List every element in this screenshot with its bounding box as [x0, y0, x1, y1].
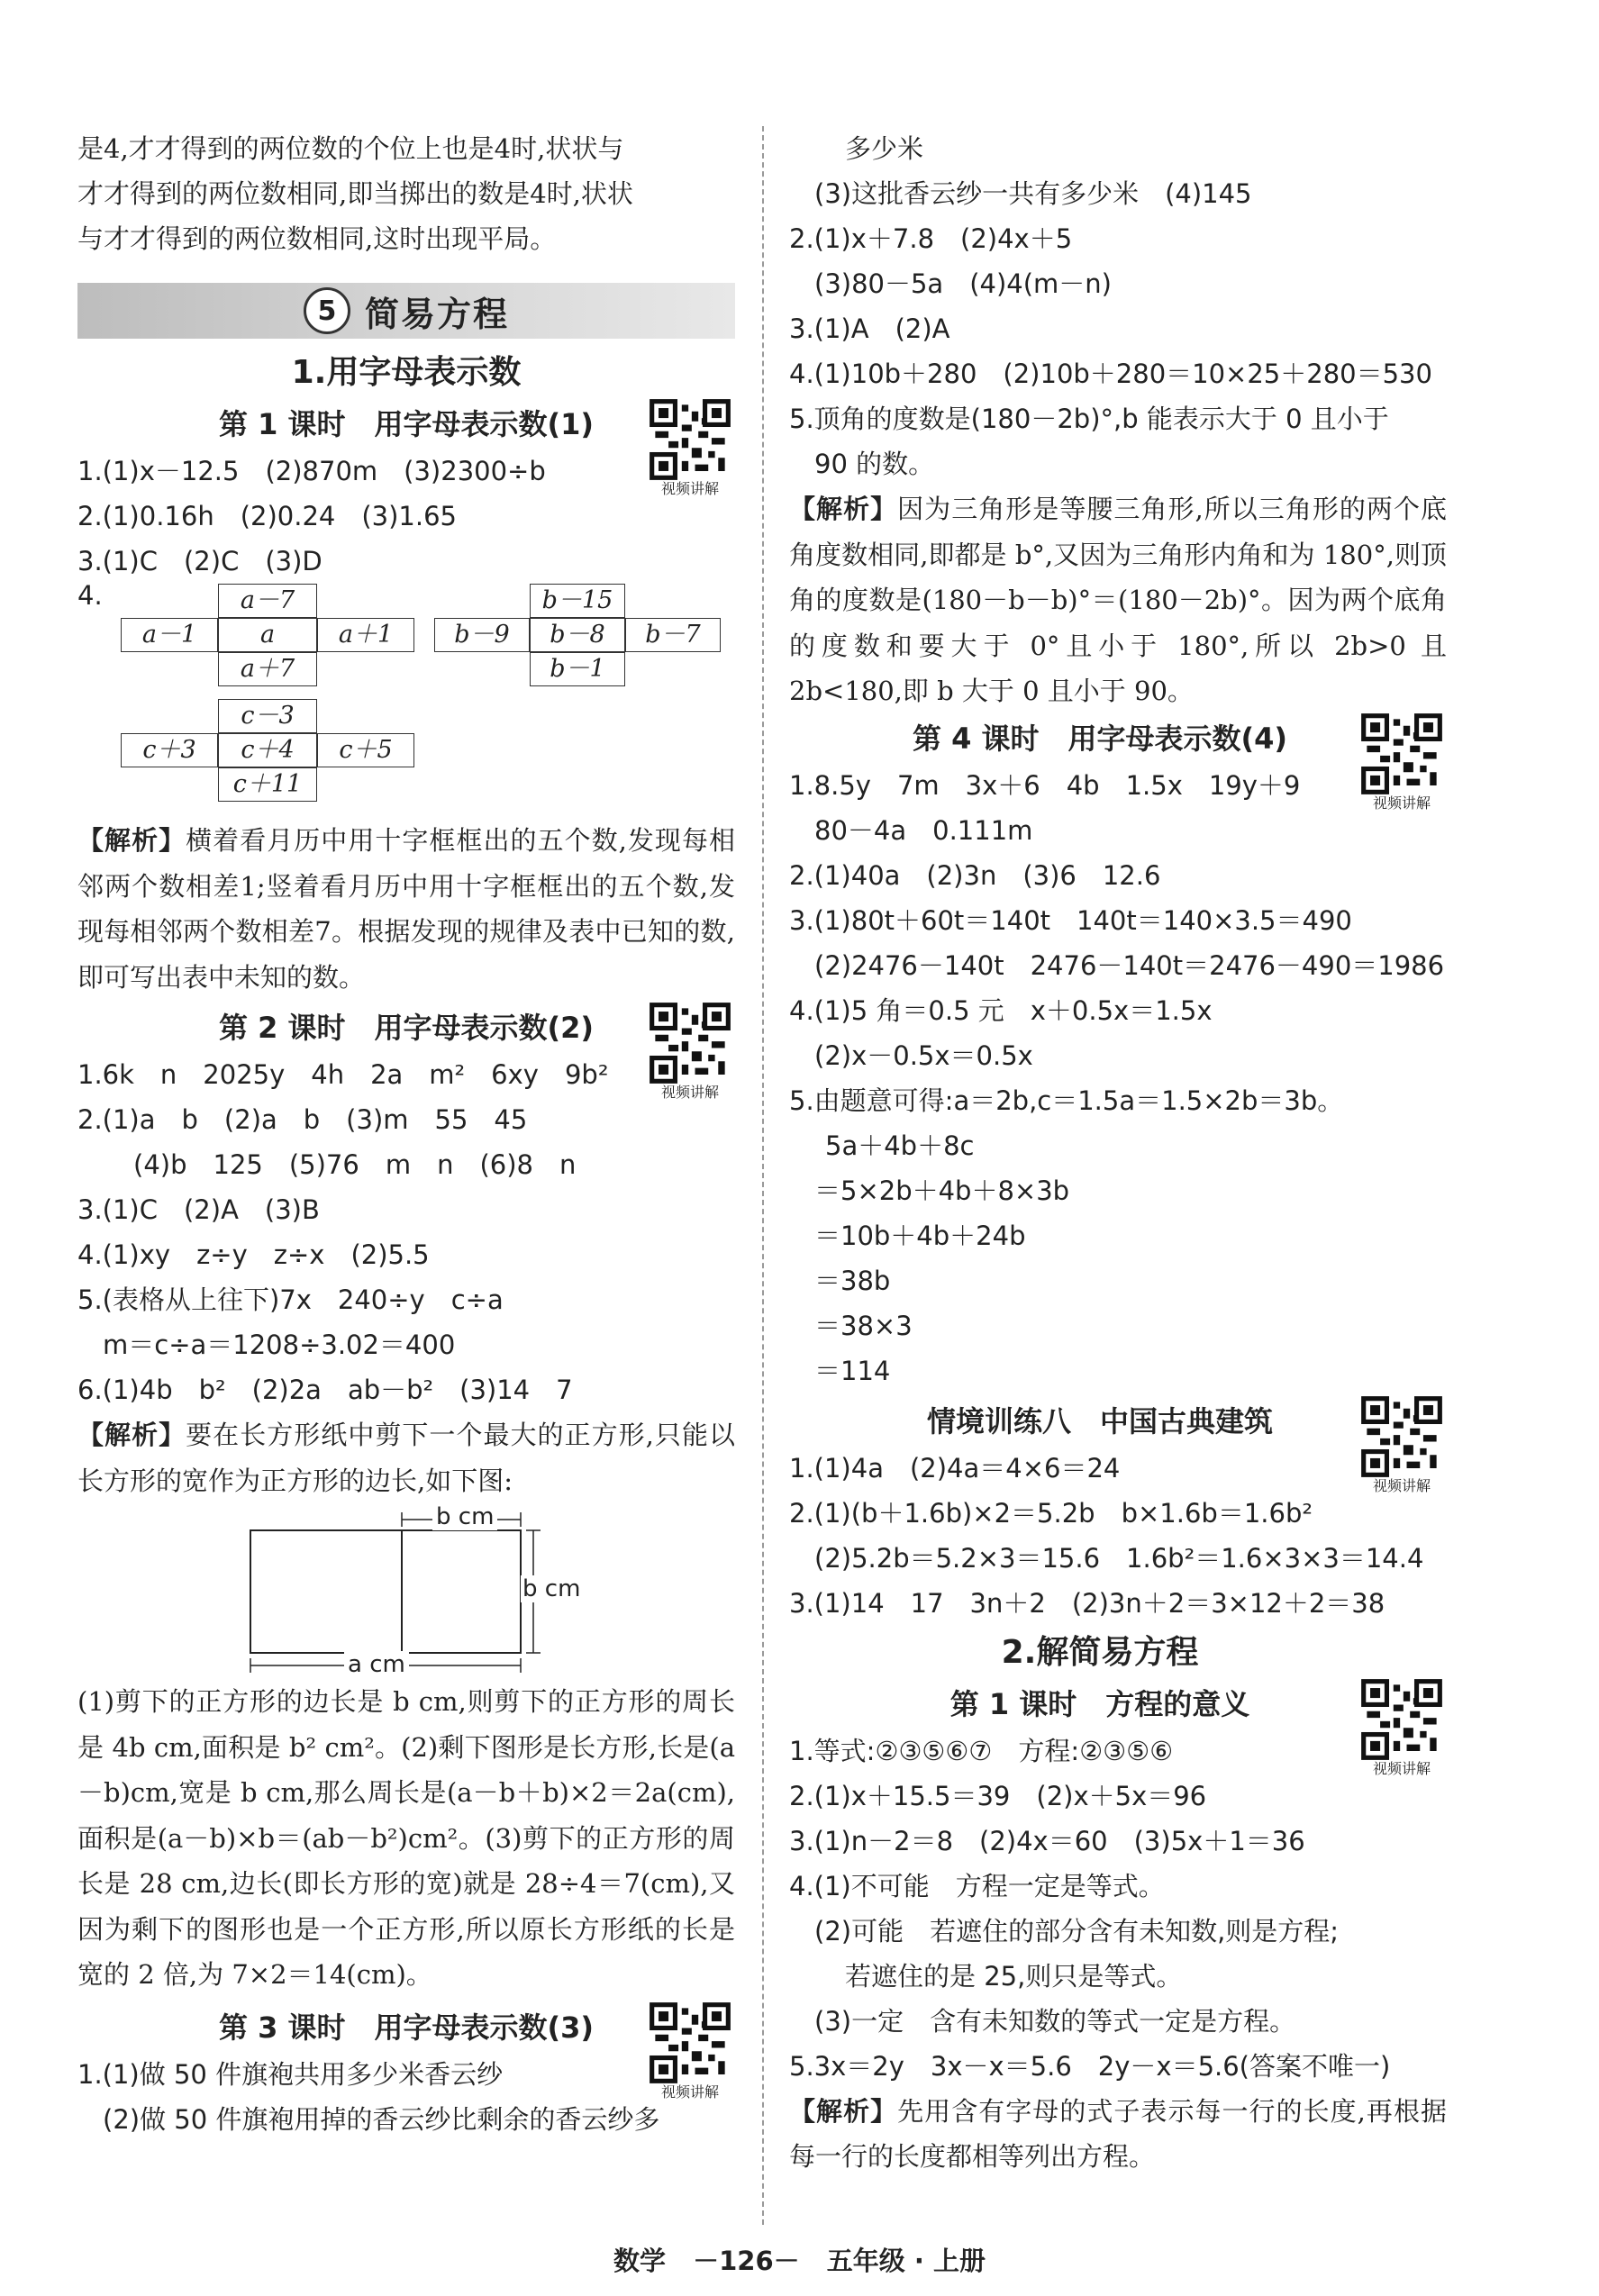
label-b-top: b cm: [432, 1503, 497, 1530]
qr-code[interactable]: 视频讲解: [645, 2001, 735, 2101]
qr-code[interactable]: 视频讲解: [645, 1002, 735, 1101]
qr-code-icon: [649, 2001, 731, 2084]
analysis-3: 【解析】因为三角形是等腰三角形,所以三角形的两个底角度数相同,即都是 b°,又因为三角形内角和为 180°,则顶角的度数是(180－b－b)°＝(180－2b)°。因为两个底角的度数和要大于 0°且小于 180°,所以 2b>0 且 2b<180,即 b 大于 0 且小于 90。: [789, 494, 1447, 706]
cross3-center: c＋4: [218, 733, 317, 767]
cross2-right: b－7: [625, 618, 721, 652]
left-column: 是4,才才得到的两位数的个位上也是4时,状状与 才才得到的两位数相同,即当掷出的数是4时,状状 与才才得到的两位数相同,这时出现平局。 5 简易方程 1.用字母表示数 第 1 课时 用字母表示数(1) 视频讲解 1.(1)x－12.5 (2)870m (3)2300÷b 2.(1)0.16h (2)0.24 (3)1.65 3.(1)C (2)C (3)D 4. a－7 a－1 a a＋1 a＋7 b－15 b－9 b－8 b－7 b－1 c－3 c＋3 c＋4 c＋5 c＋11 【解析】横着看月历中用十字框框出的五个数,发现每相邻两个数相差1;竖着看月历中用十字框框出的五个数,发现每相邻两个数相差7。根据发现的规律及表中已知的数,即可写出表中未知的数。 第 2 课时 用字母表示数(2) 视频讲解 1.6k n 2025y 4h 2a m² 6xy 9b² 2.(1)a b (2)a b (3)m 55 45 (4)b 125 (5)76 m n (6)8 n 3.(1)C (2)A (3)B 4.(1)xy z÷y z÷x (2)5.5 5.(表格从上往下)7x 240÷y c÷a m＝c÷a＝1208÷3.02＝400 6.(1)4b b² (2)2a ab－b² (3)14 7 【解析】要在长方形纸中剪下一个最大的正方形,只能以长方形的宽作为正方形的边长,如下图: b cm b cm a cm (1)剪下的正方形的边长是 b cm,则剪下的正方形的周长是 4b cm,面积是 b² cm²。(2)剩下图形是长方形,长是(a－b)cm,宽是 b cm,那么周长是(a－b＋b)×2＝2a(cm),面积是(a－b)×b＝(ab－b²)cm²。(3)剪下的正方形的周长是 28 cm,边长(即长方形的宽)就是 28÷4＝7(cm),又因为剩下的图形也是一个正方形,所以原长方形纸的长是宽的 2 倍,为 7×2＝14(cm)。 第 3 课时 用字母表示数(3) 视频讲解 1.(1)做 50 件旗袍共用多少米香云纱 (2)做 50 件旗袍用掉的香云纱比剩余的香云纱多: [77, 126, 735, 2142]
chapter-banner: [77, 283, 735, 339]
cross1-right: a＋1: [317, 618, 414, 652]
cross3-right: c＋5: [317, 733, 414, 767]
qr-code[interactable]: 视频讲解: [1357, 712, 1447, 812]
page-number: －126－: [693, 2246, 800, 2276]
qr-code-icon: [1360, 712, 1443, 795]
cross2-bottom: b－1: [530, 652, 625, 686]
cross2-top: b－15: [530, 584, 625, 618]
section-title: 2.解简易方程: [1001, 1633, 1199, 1671]
qr-code[interactable]: 视频讲解: [645, 398, 735, 497]
lesson-title: 第 1 课时 方程的意义 视频讲解: [789, 1680, 1447, 1729]
lesson-title: 第 4 课时 用字母表示数(4) 视频讲解: [789, 714, 1447, 763]
qr-code-icon: [1360, 1678, 1443, 1761]
cross2-left: b－9: [434, 618, 530, 652]
qr-code-icon: [649, 1002, 731, 1084]
training-title: 情境训练八 中国古典建筑 视频讲解: [789, 1397, 1447, 1446]
label-b-side: b cm: [522, 1575, 581, 1602]
qr-code-icon: [649, 398, 731, 481]
cross-tables-row1: 4. a－7 a－1 a a＋1 a＋7 b－15 b－9 b－8 b－7 b－1: [77, 584, 735, 692]
cross3-left: c＋3: [121, 733, 218, 767]
section-title: 1.用字母表示数: [291, 354, 522, 391]
cross3-top: c－3: [218, 699, 317, 733]
cross2-center: b－8: [530, 618, 625, 652]
qr-code-icon: [1360, 1395, 1443, 1478]
qr-code[interactable]: 视频讲解: [1357, 1395, 1447, 1494]
analysis-2-cont: (1)剪下的正方形的边长是 b cm,则剪下的正方形的周长是 4b cm,面积是 b² cm²。(2)剩下图形是长方形,长是(a－b)cm,宽是 b cm,那么周长是(a－b＋b)×2＝2a(cm),面积是(a－b)×b＝(ab－b²)cm²。(3)剪下的正方形的周长是 28 cm,边长(即长方形的宽)就是 28÷4＝7(cm),又因为剩下的图形也是一个正方形,所以原长方形纸的长是宽的 2 倍,为 7×2＝14(cm)。: [77, 1686, 735, 1990]
analysis-4: 【解析】先用含有字母的式子表示每一行的长度,再根据每一行的长度都相等列出方程。: [789, 2095, 1447, 2172]
right-column: 多少米 (3)这批香云纱一共有多少米 (4)145 2.(1)x＋7.8 (2)4x＋5 (3)80－5a (4)4(m－n) 3.(1)A (2)A 4.(1)10b＋280 (2)10b＋280＝10×25＋280＝530 5.顶角的度数是(180－2b)°,b 能表示大于 0 且小于 90 的数。 【解析】因为三角形是等腰三角形,所以三角形的两个底角度数相同,即都是 b°,又因为三角形内角和为 180°,则顶角的度数是(180－b－b)°＝(180－2b)°。因为两个底角的度数和要大于 0°且小于 180°,所以 2b>0 且 2b<180,即 b 大于 0 且小于 90。 第 4 课时 用字母表示数(4) 视频讲解 1.8.5y 7m 3x＋6 4b 1.5x 19y＋9 80－4a 0.111m 2.(1)40a (2)3n (3)6 12.6 3.(1)80t＋60t＝140t 140t＝140×3.5＝490 (2)2476－140t 2476－140t＝2476－490＝1986 4.(1)5 角＝0.5 元 x＋0.5x＝1.5x (2)x－0.5x＝0.5x 5.由题意可得:a＝2b,c＝1.5a＝1.5×2b＝3b。 5a＋4b＋8c ＝5×2b＋4b＋8×3b ＝10b＋4b＋24b ＝38b ＝38×3 ＝114 情境训练八 中国古典建筑 视频讲解 1.(1)4a (2)4a＝4×6＝24 2.(1)(b＋1.6b)×2＝5.2b b×1.6b＝1.6b² (2)5.2b＝5.2×3＝15.6 1.6b²＝1.6×3×3＝14.4 3.(1)14 17 3n＋2 (2)3n＋2＝3×12＋2＝38 2.解简易方程 第 1 课时 方程的意义 视频讲解 1.等式:②③⑤⑥⑦ 方程:②③⑤⑥ 2.(1)x＋15.5＝39 (2)x＋5x＝96 3.(1)n－2＝8 (2)4x＝60 (3)5x＋1＝36 4.(1)不可能 方程一定是等式。 (2)可能 若遮住的部分含有未知数,则是方程; 若遮住的是 25,则只是等式。 (3)一定 含有未知数的等式一定是方程。 5.3x＝2y 3x－x＝5.6 2y－x＝5.6(答案不唯一) 【解析】先用含有字母的式子表示每一行的长度,再根据每一行的长度都相等列出方程。: [789, 126, 1447, 2180]
cross1-center: a: [218, 618, 317, 652]
cross1-top: a－7: [218, 584, 317, 618]
footer-grade: 五年级 · 上册: [826, 2246, 986, 2276]
column-divider: [762, 126, 764, 2225]
label-a-bottom: a cm: [344, 1651, 409, 1678]
chapter-number: 5: [304, 287, 350, 334]
cross3-bottom: c＋11: [218, 767, 317, 802]
analysis-2: 【解析】要在长方形纸中剪下一个最大的正方形,只能以长方形的宽作为正方形的边长,如下图:: [77, 1420, 735, 1496]
cross-tables-row2: [77, 699, 735, 811]
intro-text: 是4,才才得到的两位数的个位上也是4时,状状与 才才得到的两位数相同,即当掷出的数是4时,状状 与才才得到的两位数相同,这时出现平局。: [77, 133, 633, 254]
analysis-1: 【解析】横着看月历中用十字框框出的五个数,发现每相邻两个数相差1;竖着看月历中用十字框框出的五个数,发现每相邻两个数相差7。根据发现的规律及表中已知的数,即可写出表中未知的数。: [77, 825, 735, 993]
rectangle-figure: [77, 1503, 735, 1679]
footer-subject: 数学: [613, 2246, 667, 2276]
lesson-title: 第 1 课时 用字母表示数(1) 视频讲解: [77, 400, 735, 449]
lesson-title: 第 3 课时 用字母表示数(3) 视频讲解: [77, 2003, 735, 2052]
lesson-title: 第 2 课时 用字母表示数(2) 视频讲解: [77, 1003, 735, 1052]
chapter-title: 简易方程: [364, 294, 509, 334]
qr-code[interactable]: 视频讲解: [1357, 1678, 1447, 1777]
page-footer: [0, 2241, 1599, 2278]
cross1-bottom: a＋7: [218, 652, 317, 686]
cross1-left: a－1: [121, 618, 218, 652]
